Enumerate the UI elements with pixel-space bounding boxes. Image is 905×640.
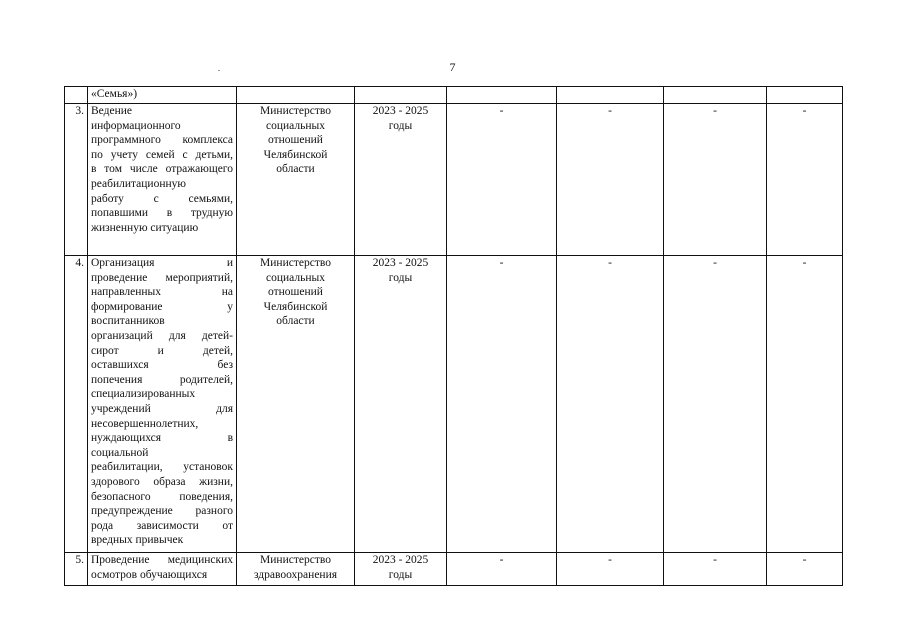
cell-value: - (767, 104, 843, 256)
cell-period (355, 87, 447, 104)
name-line: реабилитации, установок (91, 461, 233, 474)
table-row (65, 104, 843, 256)
cell-value (664, 87, 767, 104)
cell-num: 4. (65, 256, 88, 553)
cell-executor (237, 256, 355, 553)
name-line: безопасного поведения, (91, 490, 233, 503)
name-line: формирование у (91, 300, 233, 313)
cell-name: «Семья») (88, 87, 237, 104)
name-line: информационного (91, 119, 181, 132)
executor-line: области (276, 163, 315, 176)
cell-value: - (664, 553, 767, 586)
executor-line: Министерство (260, 554, 331, 566)
name-line: сирот и детей, (91, 344, 233, 357)
period-line: 2023 - 2025 (372, 105, 429, 117)
cell-num: 5. (65, 553, 88, 586)
name-line: социальной (91, 446, 149, 459)
name-line: реабилитационную (91, 177, 186, 190)
cell-value: - (557, 553, 664, 586)
cell-value: - (557, 104, 664, 256)
name-line: попечения родителей, (91, 373, 233, 386)
name-line: программного комплекса (91, 134, 233, 147)
cell-executor (237, 87, 355, 104)
name-line: проведение мероприятий, (91, 271, 233, 284)
cell-value (447, 87, 557, 104)
name-line: учреждений для (91, 402, 233, 415)
name-line: попавшими в трудную (91, 207, 233, 220)
name-line: Ведение (91, 105, 132, 117)
period-line: годы (388, 119, 413, 132)
table-row-continued (65, 87, 843, 104)
scan-speck (218, 70, 220, 71)
cell-value: - (447, 256, 557, 553)
name-line: работу с семьями, (91, 192, 233, 205)
cell-executor (237, 553, 355, 586)
cell-value: - (557, 256, 664, 553)
executor-line: отношений (268, 286, 323, 299)
cell-name (88, 553, 237, 586)
name-line: Проведение медицинских (91, 554, 233, 566)
cell-executor (237, 104, 355, 256)
executor-line: отношений (268, 134, 323, 147)
name-line: нуждающихся в (91, 432, 233, 445)
period-line: годы (388, 568, 413, 581)
name-line: направленных на (91, 286, 233, 299)
executor-line: социальных (266, 119, 325, 132)
name-line: вредных привычек (91, 534, 184, 547)
cell-value: - (767, 256, 843, 553)
name-line: воспитанников (91, 315, 165, 328)
executor-line: области (276, 315, 315, 328)
name-line: рода зависимости от (91, 519, 233, 532)
name-line: по учету семей с детьми, (91, 148, 233, 161)
name-line: организаций для детей- (91, 329, 233, 342)
cell-period (355, 553, 447, 586)
name-line: Организация и (91, 257, 233, 269)
cell-period (355, 256, 447, 553)
cell-value: - (447, 553, 557, 586)
cell-num: 3. (65, 104, 88, 256)
executor-line: здравоохранения (253, 568, 338, 581)
period-line: 2023 - 2025 (372, 554, 429, 566)
executor-line: Министерство (260, 105, 331, 117)
name-line: специализированных (91, 388, 196, 401)
executor-line: Министерство (260, 257, 331, 269)
cell-value (767, 87, 843, 104)
period-line: годы (388, 271, 413, 284)
cell-value: - (767, 553, 843, 586)
cell-num (65, 87, 88, 104)
name-line: жизненную ситуацию (91, 221, 199, 234)
table-row (65, 553, 843, 586)
cell-value: - (447, 104, 557, 256)
executor-line: Челябинской (263, 300, 328, 313)
cell-name (88, 104, 237, 256)
name-line: предупреждение разного (91, 505, 233, 518)
cell-period (355, 104, 447, 256)
period-line: 2023 - 2025 (372, 257, 429, 269)
cell-value: - (664, 104, 767, 256)
measures-table (64, 86, 843, 586)
cell-name (88, 256, 237, 553)
name-line: осмотров обучающихся (91, 568, 208, 581)
name-line: несовершеннолетних, (91, 417, 199, 430)
cell-value (557, 87, 664, 104)
name-line: здорового образа жизни, (91, 475, 233, 488)
executor-line: Челябинской (263, 148, 328, 161)
table-row (65, 256, 843, 553)
name-line: в том числе отражающего (91, 163, 233, 176)
executor-line: социальных (266, 271, 325, 284)
name-line: оставшихся без (91, 359, 233, 372)
page-number: 7 (449, 60, 456, 74)
cell-value: - (664, 256, 767, 553)
